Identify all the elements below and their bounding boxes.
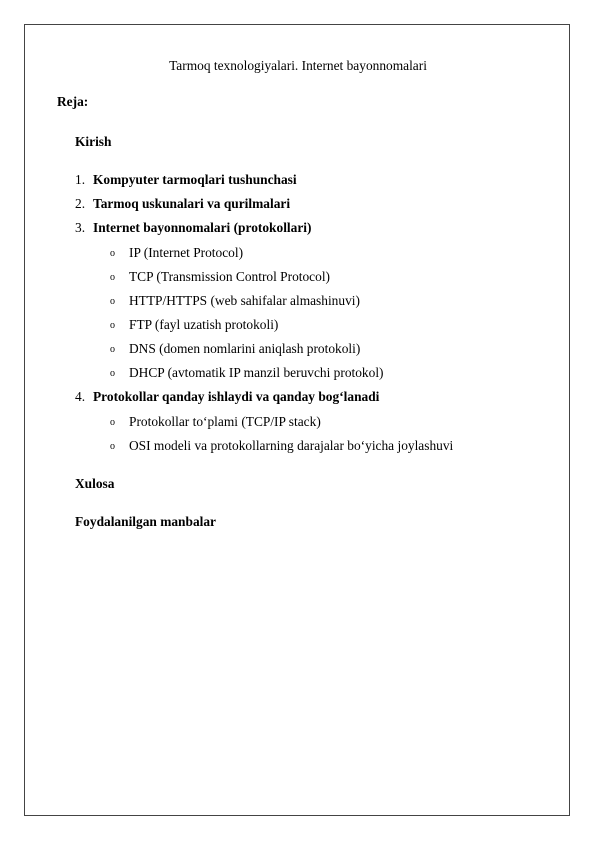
section-number: 3. (75, 220, 86, 235)
bullet-icon: o (110, 344, 115, 355)
conclusion-heading: Xulosa (75, 476, 115, 491)
bullet-icon: o (110, 248, 115, 259)
list-item: TCP (Transmission Control Protocol) (129, 269, 331, 284)
list-item: IP (Internet Protocol) (129, 245, 244, 260)
references-heading: Foydalanilgan manbalar (75, 514, 217, 529)
section-title: Internet bayonnomalari (protokollari) (93, 220, 312, 235)
list-item: FTP (fayl uzatish protokoli) (129, 317, 279, 332)
section-title: Protokollar qanday ishlaydi va qanday bog‘lanadi (93, 389, 380, 404)
section-number: 1. (75, 172, 86, 187)
plan-label: Reja: (57, 94, 89, 109)
bullet-icon: o (110, 441, 115, 452)
section-number: 2. (75, 196, 86, 211)
document-title: Tarmoq texnologiyalari. Internet bayonnomalari (169, 58, 427, 73)
list-item: DNS (domen nomlarini aniqlash protokoli) (129, 341, 361, 356)
bullet-icon: o (110, 296, 115, 307)
list-item: DHCP (avtomatik IP manzil beruvchi protokol) (129, 365, 384, 380)
list-item: Protokollar to‘plami (TCP/IP stack) (129, 414, 321, 429)
intro-heading: Kirish (75, 134, 112, 149)
bullet-icon: o (110, 417, 115, 428)
section-title: Tarmoq uskunalari va qurilmalari (93, 196, 291, 211)
list-item: OSI modeli va protokollarning darajalar bo‘yicha joylashuvi (129, 438, 454, 453)
bullet-icon: o (110, 272, 115, 283)
section-number: 4. (75, 389, 86, 404)
bullet-icon: o (110, 320, 115, 331)
bullet-icon: o (110, 368, 115, 379)
section-title: Kompyuter tarmoqlari tushunchasi (93, 172, 297, 187)
list-item: HTTP/HTTPS (web sahifalar almashinuvi) (129, 293, 360, 308)
